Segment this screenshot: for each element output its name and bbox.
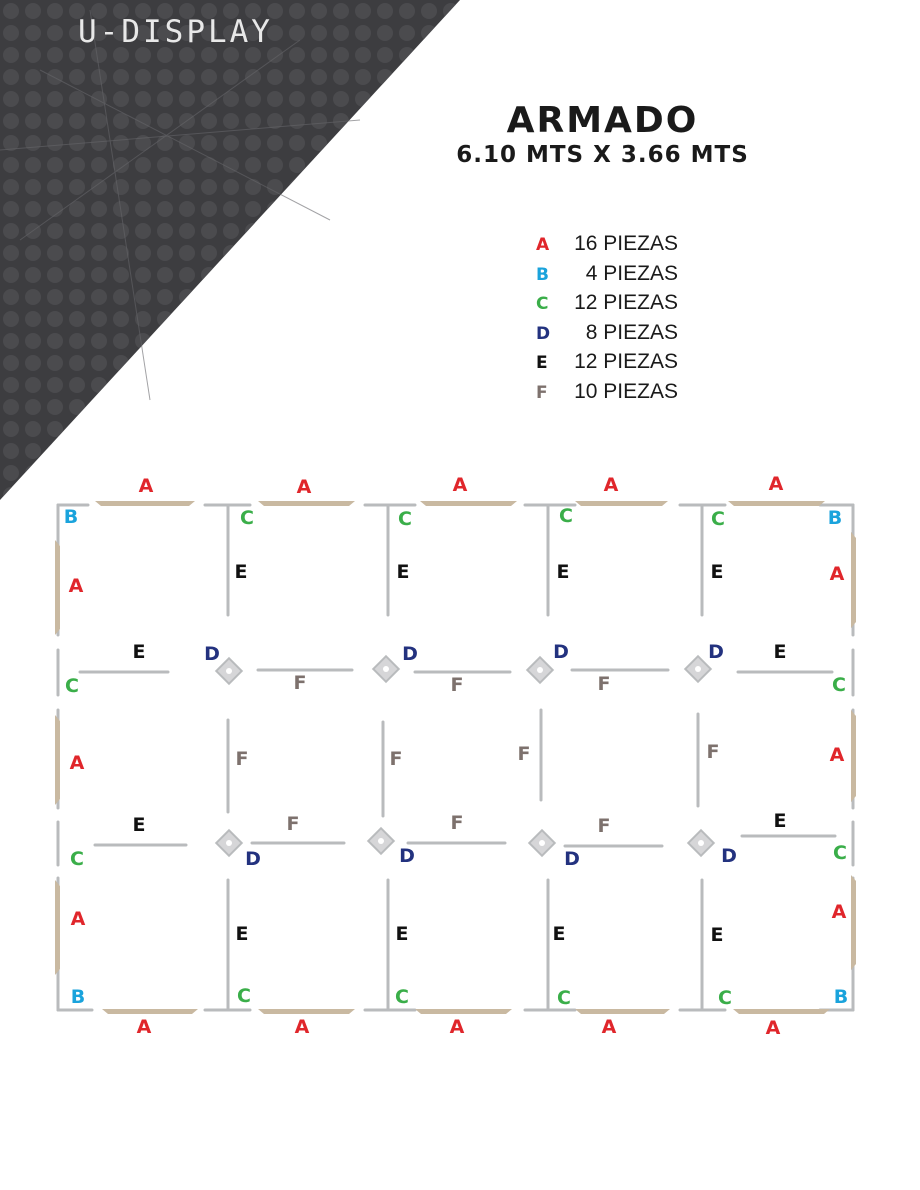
piece-label-a: A xyxy=(829,744,845,766)
piece-label-e: E xyxy=(556,561,570,583)
piece-label-a: A xyxy=(829,563,845,585)
piece-label-f: F xyxy=(450,812,464,834)
piece-label-b: B xyxy=(70,986,86,1008)
piece-label-e: E xyxy=(552,923,566,945)
piece-label-a: A xyxy=(294,1016,310,1038)
legend-letter-c: C xyxy=(536,294,549,315)
piece-label-e: E xyxy=(132,814,146,836)
panel-a-bottom xyxy=(415,1009,512,1014)
piece-label-c: C xyxy=(65,675,79,697)
piece-label-d: D xyxy=(399,845,415,867)
panel-a-top xyxy=(258,501,355,506)
legend-count-c: 12 PIEZAS xyxy=(574,291,678,315)
piece-label-c: C xyxy=(718,987,732,1009)
legend-count-a: 16 PIEZAS xyxy=(574,232,678,255)
panel-a-left xyxy=(55,715,60,805)
panel-a-bottom xyxy=(102,1009,198,1014)
panel-a-top xyxy=(575,501,668,506)
piece-label-b: B xyxy=(827,507,843,529)
piece-label-d: D xyxy=(721,845,737,867)
piece-label-c: C xyxy=(711,508,725,530)
piece-label-d: D xyxy=(204,643,220,665)
piece-label-a: A xyxy=(296,476,312,498)
panel-a-right xyxy=(851,710,856,802)
piece-label-c: C xyxy=(70,848,84,870)
piece-label-c: C xyxy=(237,985,251,1007)
legend-count-f: 10 PIEZAS xyxy=(574,379,678,403)
panel-a-bottom xyxy=(733,1009,830,1014)
panel-a-right xyxy=(851,532,856,628)
piece-label-f: F xyxy=(450,674,464,696)
legend-count-b: 4 PIEZAS xyxy=(579,261,678,285)
legend-item-b xyxy=(536,262,716,292)
piece-label-e: E xyxy=(132,641,146,663)
piece-label-a: A xyxy=(765,1017,781,1039)
legend-item-f xyxy=(536,380,716,410)
piece-label-e: E xyxy=(710,924,724,946)
piece-label-a: A xyxy=(601,1016,617,1038)
brand-logo: U-DISPLAY xyxy=(78,14,273,50)
piece-label-c: C xyxy=(833,842,847,864)
legend-count-e: 12 PIEZAS xyxy=(574,350,678,374)
piece-label-c: C xyxy=(832,674,846,696)
piece-label-a: A xyxy=(70,908,86,930)
legend-item-c xyxy=(536,291,716,321)
panel-a-left xyxy=(55,880,60,975)
piece-label-f: F xyxy=(517,743,531,765)
piece-label-a: A xyxy=(603,474,619,496)
piece-label-d: D xyxy=(402,643,418,665)
piece-label-d: D xyxy=(245,848,261,870)
frame-structure xyxy=(55,501,856,1014)
piece-label-f: F xyxy=(389,748,403,770)
piece-label-e: E xyxy=(234,561,248,583)
piece-label-f: F xyxy=(235,748,249,770)
legend-item-e xyxy=(536,350,716,380)
piece-label-a: A xyxy=(831,901,847,923)
piece-label-e: E xyxy=(773,810,787,832)
panel-a-top xyxy=(95,501,195,506)
piece-label-a: A xyxy=(768,473,784,495)
piece-label-e: E xyxy=(710,561,724,583)
piece-label-e: E xyxy=(396,561,410,583)
page-title: ARMADO xyxy=(506,100,699,141)
piece-label-d: D xyxy=(708,641,724,663)
piece-labels xyxy=(64,473,848,1039)
connector-hole xyxy=(539,840,545,846)
piece-label-b: B xyxy=(63,506,79,528)
legend-letter-f: F xyxy=(536,382,548,403)
legend-letter-e: E xyxy=(536,353,548,374)
piece-label-a: A xyxy=(452,474,468,496)
parts-legend xyxy=(536,232,716,410)
panel-a-right xyxy=(851,875,856,970)
piece-label-f: F xyxy=(293,672,307,694)
panel-a-top xyxy=(728,501,825,506)
connector-hole xyxy=(226,840,232,846)
piece-label-c: C xyxy=(559,505,573,527)
piece-label-e: E xyxy=(773,641,787,663)
piece-label-e: E xyxy=(395,923,409,945)
piece-label-a: A xyxy=(449,1016,465,1038)
piece-label-b: B xyxy=(833,986,849,1008)
connector-hole xyxy=(698,840,704,846)
legend-count-d: 8 PIEZAS xyxy=(579,320,678,344)
piece-label-c: C xyxy=(240,507,254,529)
piece-label-a: A xyxy=(69,752,85,774)
page-subtitle: 6.10 MTS X 3.66 MTS xyxy=(456,142,749,168)
piece-label-a: A xyxy=(138,475,154,497)
piece-label-f: F xyxy=(706,741,720,763)
panel-a-left xyxy=(55,540,60,635)
piece-label-d: D xyxy=(553,641,569,663)
connector-hole xyxy=(226,668,232,674)
piece-label-a: A xyxy=(136,1016,152,1038)
connector-hole xyxy=(383,666,389,672)
piece-label-f: F xyxy=(597,815,611,837)
legend-item-a xyxy=(536,232,716,262)
piece-label-d: D xyxy=(564,848,580,870)
header-banner xyxy=(0,0,920,520)
connector-hole xyxy=(695,666,701,672)
panel-a-top xyxy=(420,501,517,506)
legend-letter-b: B xyxy=(536,264,549,285)
legend-letter-a: A xyxy=(536,235,550,255)
connector-hole xyxy=(378,838,384,844)
connector-hole xyxy=(537,667,543,673)
legend-letter-d: D xyxy=(536,323,551,344)
piece-label-a: A xyxy=(68,575,84,597)
panel-a-bottom xyxy=(258,1009,355,1014)
legend-item-d xyxy=(536,321,716,351)
piece-label-e: E xyxy=(235,923,249,945)
piece-label-c: C xyxy=(395,986,409,1008)
piece-label-c: C xyxy=(398,508,412,530)
panel-a-bottom xyxy=(575,1009,670,1014)
piece-label-c: C xyxy=(557,987,571,1009)
assembly-plan xyxy=(0,460,920,1060)
piece-label-f: F xyxy=(286,813,300,835)
piece-label-f: F xyxy=(597,673,611,695)
